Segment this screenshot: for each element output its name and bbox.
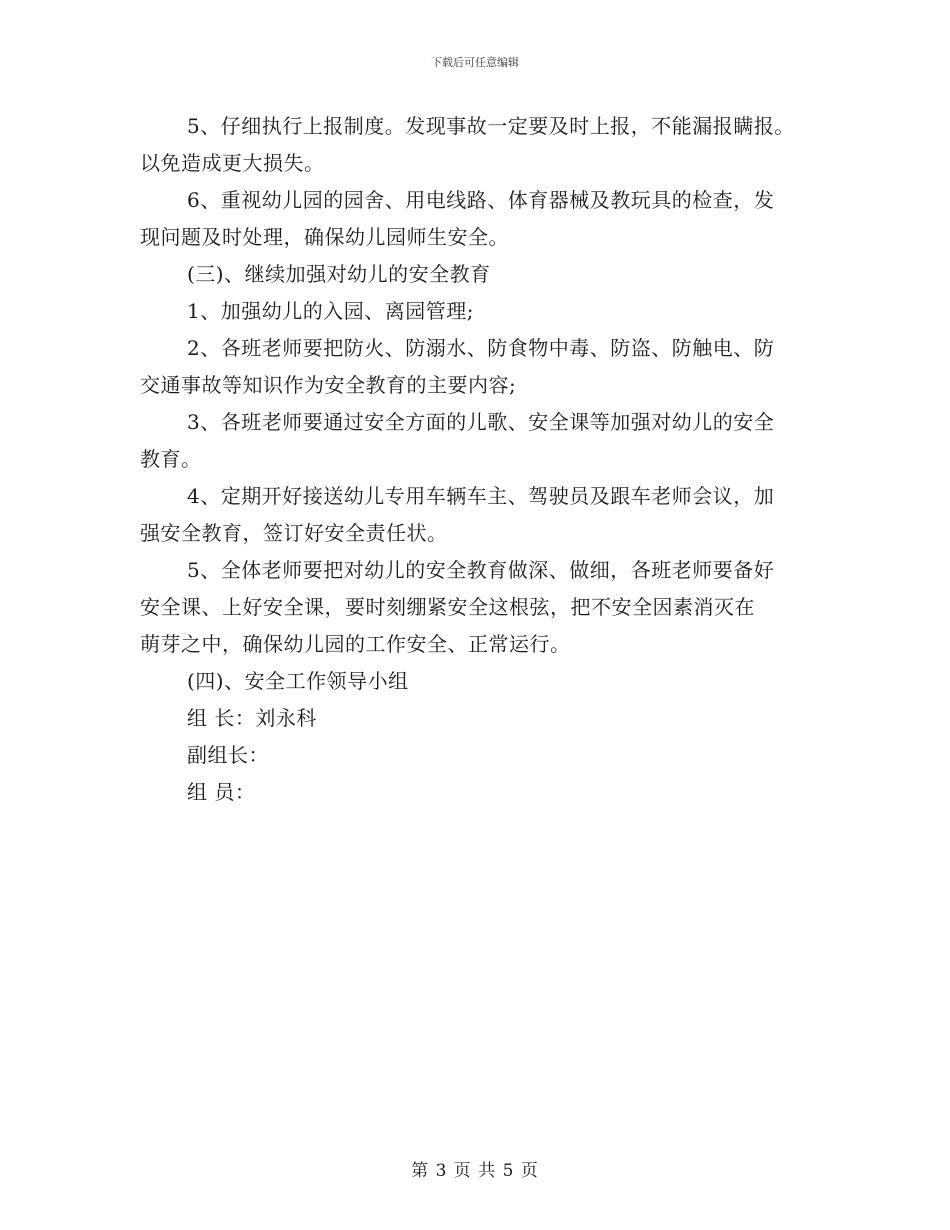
paragraph [140, 108, 820, 182]
text-line: 5、全体老师要把对幼儿的安全教育做深、做细，各班老师要备好 [187, 558, 775, 582]
paragraph [140, 404, 820, 478]
text-line: 5、仔细执行上报制度。发现事故一定要及时上报，不能漏报瞒报。 [187, 114, 795, 138]
text-line: 副组长： [187, 743, 269, 767]
text-line: 现问题及时处理，确保幼儿园师生安全。 [140, 225, 509, 249]
document-body [140, 108, 820, 811]
paragraph [140, 737, 820, 774]
paragraph [140, 182, 820, 256]
text-line: 2、各班老师要把防火、防溺水、防食物中毒、防盗、防触电、防 [187, 336, 775, 360]
text-line: 强安全教育，签订好安全责任状。 [140, 521, 448, 545]
text-line: 1、加强幼儿的入园、离园管理; [187, 299, 474, 323]
paragraph [140, 478, 820, 552]
text-line: (四)、安全工作领导小组 [187, 669, 409, 693]
text-line: 教育。 [140, 447, 202, 471]
text-line: 交通事故等知识作为安全教育的主要内容; [140, 373, 517, 397]
text-line: 4、定期开好接送幼儿专用车辆车主、驾驶员及跟车老师会议，加 [187, 484, 775, 508]
paragraph [140, 700, 820, 737]
text-line: 组 员： [187, 780, 256, 804]
text-line: 萌芽之中，确保幼儿园的工作安全、正常运行。 [140, 632, 571, 656]
paragraph [140, 330, 820, 404]
text-line: (三)、继续加强对幼儿的安全教育 [187, 262, 491, 286]
text-line: 6、重视幼儿园的园舍、用电线路、体育器械及教玩具的检查，发 [187, 188, 775, 212]
page-number: 第 3 页 共 5 页 [411, 1161, 539, 1181]
text-line: 3、各班老师要通过安全方面的儿歌、安全课等加强对幼儿的安全 [187, 410, 775, 434]
text-line: 安全课、上好安全课，要时刻绷紧安全这根弦，把不安全因素消灭在 [140, 595, 755, 619]
text-line: 以免造成更大损失。 [140, 151, 325, 175]
paragraph [140, 552, 820, 663]
paragraph [140, 293, 820, 330]
text-line: 组 长：刘永科 [187, 706, 317, 730]
section-heading [140, 663, 820, 700]
section-heading [140, 256, 820, 293]
paragraph [140, 774, 820, 811]
page-header: 下载后可任意编辑 [431, 56, 519, 69]
